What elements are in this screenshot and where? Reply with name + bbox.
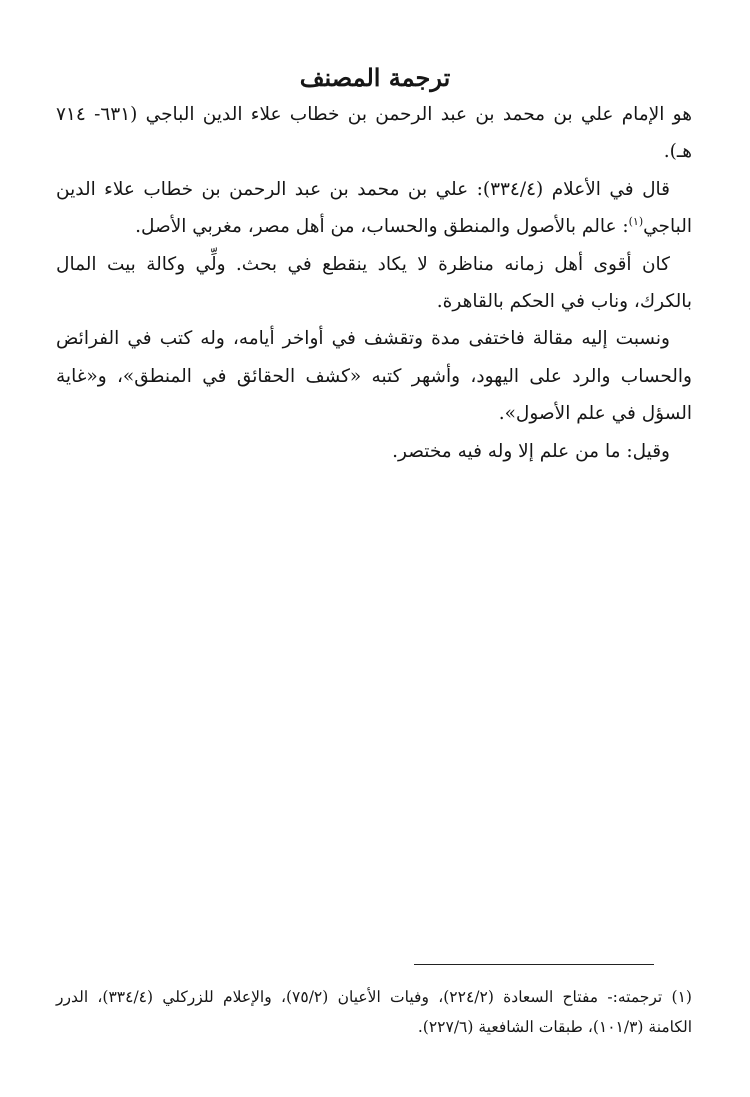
paragraph-works: ونسبت إليه مقالة فاختفى مدة وتقشف في أواخر أيامه، وله كتب في الفرائض والحساب والرد على اليهود، وأشهر كتبه «كشف الحقائق في المنطق»، و«غاية السؤل في علم الأصول».	[56, 328, 692, 425]
footnote-text: (١) ترجمته:- مفتاح السعادة (٢٢٤/٢)، وفيات الأعيان (٧٥/٢)، والإعلام للزركلي (٣٣٤/٤)، الدرر الكامنة (١٠١/٣)، طبقات الشافعية (٢٢٧/٦).	[56, 988, 692, 1036]
paragraph-debate: كان أقوى أهل زمانه مناظرة لا يكاد ينقطع في بحث. ولِّي وكالة بيت المال بالكرك، وناب في الحكم بالقاهرة.	[56, 253, 692, 313]
paragraph-alam-quote	[56, 171, 692, 246]
page-title: ترجمة المصنف	[299, 63, 451, 92]
paragraph-saying: وقيل: ما من علم إلا وله فيه مختصر.	[392, 440, 670, 462]
paragraph-intro: هو الإمام علي بن محمد بن عبد الرحمن بن خطاب علاء الدين الباجي (٦٣١- ٧١٤ هـ).	[56, 104, 692, 163]
paragraph-alam-text-start: قال في الأعلام (٣٣٤/٤): علي بن محمد بن عبد الرحمن بن خطاب علاء الدين الباجي	[56, 178, 692, 238]
footnote-divider	[414, 964, 654, 965]
body-text	[56, 96, 692, 470]
footnote	[56, 982, 692, 1042]
paragraph-alam-text-end: : عالم بالأصول والمنطق والحساب، من أهل مصر، مغربي الأصل.	[135, 216, 629, 238]
footnote-reference: (١)	[628, 215, 644, 229]
